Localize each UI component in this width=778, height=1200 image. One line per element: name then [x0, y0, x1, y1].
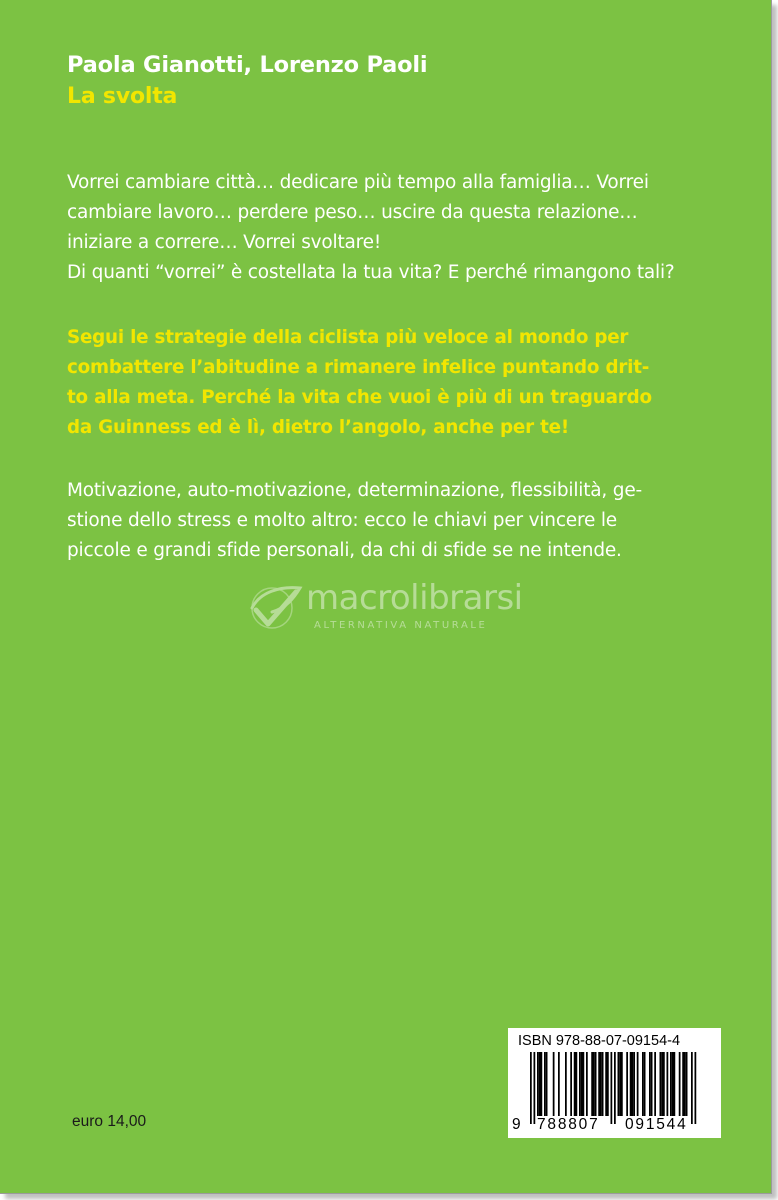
- barcode-bar: [684, 1052, 686, 1116]
- highlight-line: to alla meta. Perché la vita che vuoi è più di un traguardo: [67, 387, 652, 408]
- barcode-bar: [654, 1052, 656, 1116]
- barcode-bar: [546, 1052, 548, 1116]
- barcode-bar: [579, 1052, 581, 1116]
- intro-line: Di quanti “vorrei” è costellata la tua vita? E perché rimangono tali?: [67, 262, 675, 283]
- watermark-tagline: ALTERNATIVA NATURALE: [314, 620, 488, 631]
- barcode-bar: [570, 1052, 572, 1116]
- barcode-bar: [674, 1052, 676, 1116]
- leaf-check-icon: [246, 578, 306, 634]
- barcode-bar: [618, 1052, 620, 1116]
- barcode-bar: [672, 1052, 674, 1116]
- barcode-bar: [565, 1052, 567, 1116]
- barcode-bar: [583, 1052, 585, 1116]
- intro-paragraph: [67, 168, 717, 288]
- barcode-bar: [642, 1052, 644, 1116]
- barcode-bar: [541, 1052, 543, 1116]
- body-paragraph: [67, 476, 717, 566]
- barcode-bar: [691, 1052, 693, 1124]
- barcode-bar: [649, 1052, 651, 1116]
- isbn-label: ISBN 978-88-07-09154-4: [518, 1033, 681, 1049]
- barcode-bar: [544, 1052, 546, 1116]
- barcode-bar: [595, 1052, 597, 1116]
- barcode-bar: [530, 1052, 532, 1124]
- highlight-line: Segui le strategie della ciclista più veloce al mondo per: [67, 327, 629, 348]
- barcode-bar: [598, 1052, 600, 1116]
- barcode-bar: [630, 1052, 632, 1116]
- intro-line: cambiare lavoro… perdere peso… uscire da questa relazione…: [67, 202, 638, 223]
- body-line: stione dello stress e molto altro: ecco le chiavi per vincere le: [67, 510, 617, 531]
- barcode-bar: [695, 1052, 697, 1124]
- barcode-bar: [663, 1052, 665, 1116]
- barcode-bar: [660, 1052, 662, 1116]
- barcode-bar: [667, 1052, 669, 1116]
- barcode-bar: [605, 1052, 607, 1116]
- barcode-bar: [602, 1052, 604, 1116]
- barcode-bar: [621, 1052, 623, 1116]
- barcode-bar: [553, 1052, 555, 1116]
- barcode-bar: [581, 1052, 583, 1116]
- barcode-bar: [632, 1052, 634, 1116]
- barcode-bar: [576, 1052, 578, 1116]
- intro-line: iniziare a correre… Vorrei svoltare!: [67, 232, 382, 253]
- body-line: piccole e grandi sfide personali, da chi di sfide se ne intende.: [67, 540, 622, 561]
- highlight-line: combattere l’abitudine a rimanere infelice puntando drit-: [67, 357, 650, 378]
- barcode-bar: [670, 1052, 672, 1116]
- barcode-bar: [661, 1052, 663, 1116]
- barcode-area: [508, 1028, 721, 1138]
- barcode-bar: [682, 1052, 684, 1116]
- barcode-bar: [637, 1052, 639, 1116]
- barcode-bar: [651, 1052, 653, 1116]
- ean-first-digit: 9: [512, 1116, 521, 1133]
- barcode-bar: [607, 1052, 609, 1116]
- book-title: La svolta: [67, 84, 178, 109]
- barcode-bar: [686, 1052, 688, 1116]
- barcode-bar: [611, 1052, 613, 1124]
- barcode-bar: [586, 1052, 588, 1116]
- ean-left-digits: 788807: [537, 1116, 600, 1133]
- ean-right-digits: 091544: [625, 1116, 688, 1133]
- watermark: [246, 578, 546, 638]
- highlight-paragraph: [67, 323, 717, 443]
- barcode-bar: [574, 1052, 576, 1116]
- barcode-bar: [593, 1052, 595, 1116]
- barcode-bar: [537, 1052, 539, 1116]
- barcode-bar: [614, 1052, 616, 1124]
- barcode-bar: [539, 1052, 541, 1116]
- barcode-bar: [644, 1052, 646, 1116]
- intro-line: Vorrei cambiare città… dedicare più tempo alla famiglia… Vorrei: [67, 172, 649, 193]
- barcode-bar: [600, 1052, 602, 1116]
- barcode-bar: [558, 1052, 560, 1116]
- barcode-bar: [619, 1052, 621, 1116]
- barcode-bar: [534, 1052, 536, 1124]
- book-authors: Paola Gianotti, Lorenzo Paoli: [67, 52, 428, 78]
- highlight-line: da Guinness ed è lì, dietro l’angolo, anche per te!: [67, 417, 569, 438]
- body-line: Motivazione, auto-motivazione, determinazione, flessibilità, ge-: [67, 480, 642, 501]
- barcode-bar: [679, 1052, 681, 1116]
- barcode-bar: [633, 1052, 635, 1116]
- barcode-bar: [626, 1052, 628, 1116]
- barcode-bar: [591, 1052, 593, 1116]
- price-label: euro 14,00: [72, 1113, 147, 1130]
- watermark-name: macrolibrarsi: [306, 578, 523, 618]
